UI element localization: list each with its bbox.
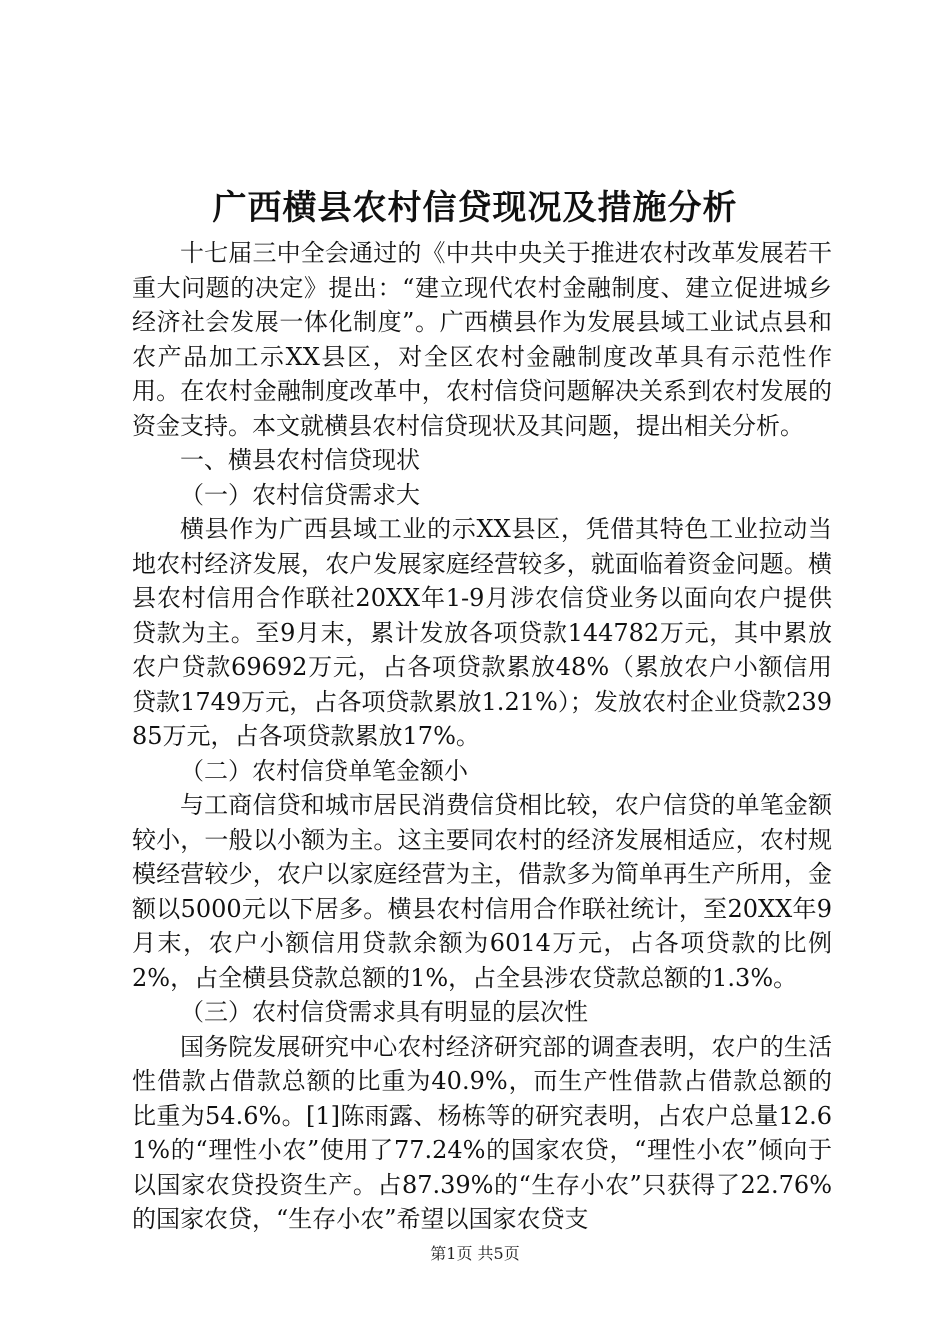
document-title: 广西横县农村信贷现况及措施分析 [212,188,738,228]
section-heading-1: 一、横县农村信贷现状 [180,446,420,474]
subsection-heading-3: （三）农村信贷需求具有明显的层次性 [180,998,588,1026]
subsection-heading-2: （二）农村信贷单笔金额小 [180,756,468,785]
subsection-heading-1: （一）农村信贷需求大 [180,480,420,509]
paragraph-intro: 十七届三中全会通过的《中共中央关于推进农村改革发展若干重大问题的决定》提出：“建立现代农村金融制度、建立促进城乡经济社会发展一体化制度”。广西横县作为发展县域工业试点县和农产品加工示XX县区，对全区农村金融制度改革具有示范性作用。在农村金融制度改革中，农村信贷问题解决关系到农村发展的资金支持。本文就横县农村信贷现状及其问题，提出相关分析。 [132,239,832,440]
document-body [132,236,832,1237]
paragraph-demand: 横县作为广西县域工业的示XX县区，凭借其特色工业拉动当地农村经济发展，农户发展家庭经营较多，就面临着资金问题。横县农村信用合作联社20XX年1-9月涉农信贷业务以面向农户提供贷款为主。至9月末，累计发放各项贷款144782万元，其中累放农户贷款69692万元，占各项贷款累放48%（累放农户小额信用贷款1749万元，占各项贷款累放1.21%）；发放农村企业贷款23985万元，占各项贷款累放17%。 [132,515,832,750]
paragraph-amount: 与工商信贷和城市居民消费信贷相比较，农户信贷的单笔金额较小，一般以小额为主。这主要同农村的经济发展相适应，农村规模经营较少，农户以家庭经营为主，借款多为简单再生产所用，金额以5000元以下居多。横县农村信用合作联社统计，至20XX年9月末，农户小额信用贷款余额为6014万元，占各项贷款的比例2%，占全横县贷款总额的1%，占全县涉农贷款总额的1.3%。 [132,791,832,992]
page-footer: 第1页 共5页 [430,1244,520,1263]
paragraph-levels: 国务院发展研究中心农村经济研究部的调查表明，农户的生活性借款占借款总额的比重为40.9%，而生产性借款占借款总额的比重为54.6%。[1]陈雨露、杨栋等的研究表明，占农户总量12.61%的“理性小农”使用了77.24%的国家农贷，“理性小农”倾向于以国家农贷投资生产。占87.39%的“生存小农”只获得了22.76%的国家农贷，“生存小农”希望以国家农贷支 [132,1032,832,1233]
